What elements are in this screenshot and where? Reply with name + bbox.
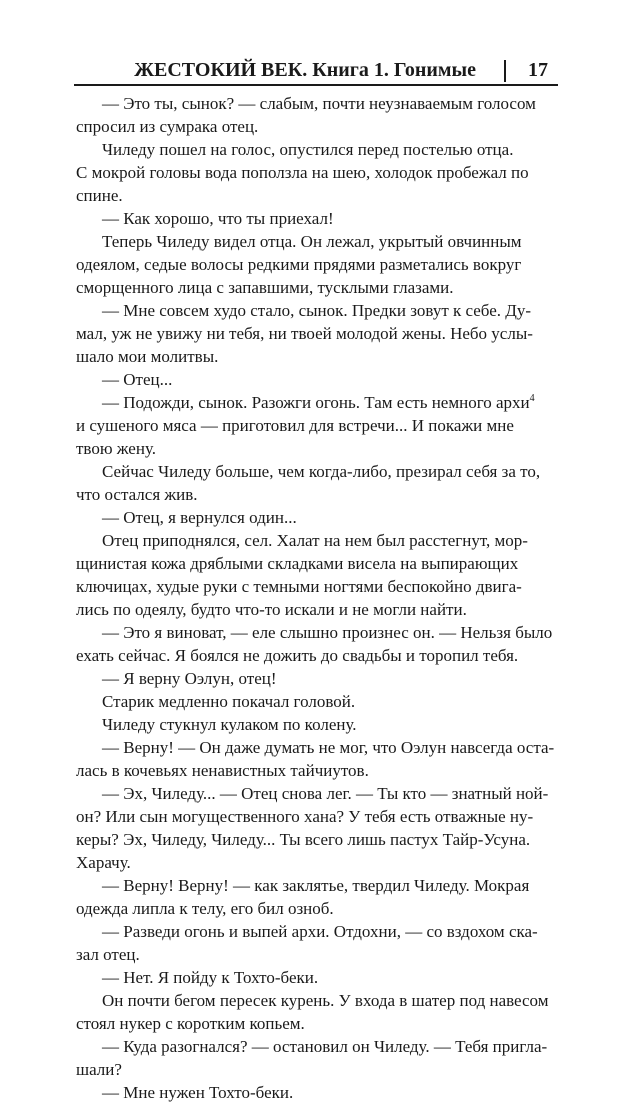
- text-line: ехать сейчас. Я боялся не дожить до свадьбы и торопил тебя.: [76, 646, 519, 665]
- page-header: [74, 58, 558, 86]
- page-number: 17: [528, 59, 548, 81]
- text-line: — Нет. Я пойду к Тохто-беки.: [102, 968, 319, 987]
- text-line: и сушеного мяса — приготовил для встречи... И покажи мне: [76, 416, 514, 435]
- text-line: Теперь Чиледу видел отца. Он лежал, укрытый овчинным: [102, 232, 522, 251]
- text-line: Чиледу стукнул кулаком по колену.: [102, 715, 357, 734]
- text-line: шало мои молитвы.: [76, 347, 219, 366]
- text-line: зал отец.: [76, 945, 140, 964]
- text-line: — Верну! — Он даже думать не мог, что Оэлун навсегда оста-: [102, 738, 555, 757]
- text-line: Сейчас Чиледу больше, чем когда-либо, презирал себя за то,: [102, 462, 541, 481]
- text-line: — Куда разогнался? — остановил он Чиледу. — Тебя пригла-: [102, 1037, 548, 1056]
- text-line: твою жену.: [76, 439, 157, 458]
- text-line: щинистая кожа дряблыми складками висела на выпирающих: [76, 554, 519, 573]
- text-line: — Эх, Чиледу... — Отец снова лег. — Ты кто — знатный ной-: [102, 784, 549, 803]
- text-line: — Мне совсем худо стало, сынок. Предки зовут к себе. Ду-: [102, 301, 532, 320]
- text-line: Старик медленно покачал головой.: [102, 692, 356, 711]
- text-line: лись по одеялу, будто что-то искали и не могли найти.: [76, 600, 467, 619]
- text-line: Чиледу пошел на голос, опустился перед постелью отца.: [102, 140, 514, 159]
- text-line: Отец приподнялся, сел. Халат на нем был расстегнут, мор-: [102, 531, 528, 550]
- text-line: — Я верну Оэлун, отец!: [102, 669, 277, 688]
- text-line: одежда липла к телу, его бил озноб.: [76, 899, 334, 918]
- text-fragment: — Подожди, сынок. Разожги огонь. Там есть немного архи: [102, 393, 530, 412]
- running-title: ЖЕСТОКИЙ ВЕК. Книга 1. Гонимые: [134, 59, 476, 81]
- text-line: — Отец...: [102, 370, 173, 389]
- footnote-marker: 4: [529, 393, 535, 404]
- text-line: спине.: [76, 186, 123, 205]
- text-line: — Это я виноват, — еле слышно произнес он. — Нельзя было: [102, 623, 553, 642]
- text-line: Он почти бегом пересек курень. У входа в шатер под навесом: [102, 991, 549, 1010]
- text-line: что остался жив.: [76, 485, 198, 504]
- text-line: [76, 391, 560, 414]
- text-line: — Разведи огонь и выпей архи. Отдохни, — со вздохом ска-: [102, 922, 538, 941]
- text-line: — Это ты, сынок? — слабым, почти неузнаваемым голосом: [102, 94, 536, 113]
- body-text: [76, 92, 560, 1104]
- text-line: сморщенного лица с запавшими, тусклыми глазами.: [76, 278, 454, 297]
- text-line: лась в кочевьях ненавистных тайчиутов.: [76, 761, 369, 780]
- header-separator: [504, 60, 506, 82]
- text-line: одеялом, седые волосы редкими прядями разметались вокруг: [76, 255, 522, 274]
- text-line: шали?: [76, 1060, 122, 1079]
- text-line: он? Или сын могущественного хана? У тебя есть отважные ну-: [76, 807, 534, 826]
- text-line: С мокрой головы вода поползла на шею, холодок пробежал по: [76, 163, 529, 182]
- text-line: — Как хорошо, что ты приехал!: [102, 209, 334, 228]
- text-line: керы? Эх, Чиледу, Чиледу... Ты всего лишь пастух Тайр-Усуна.: [76, 830, 531, 849]
- text-line: стоял нукер с коротким копьем.: [76, 1014, 305, 1033]
- text-line: — Отец, я вернулся один...: [102, 508, 297, 527]
- text-line: спросил из сумрака отец.: [76, 117, 259, 136]
- text-line: — Мне нужен Тохто-беки.: [102, 1083, 294, 1102]
- text-line: — Верну! Верну! — как заклятье, твердил Чиледу. Мокрая: [102, 876, 530, 895]
- text-line: Харачу.: [76, 853, 131, 872]
- text-line: ключицах, худые руки с темными ногтями беспокойно двига-: [76, 577, 522, 596]
- text-line: мал, уж не увижу ни тебя, ни твоей молодой жены. Небо услы-: [76, 324, 533, 343]
